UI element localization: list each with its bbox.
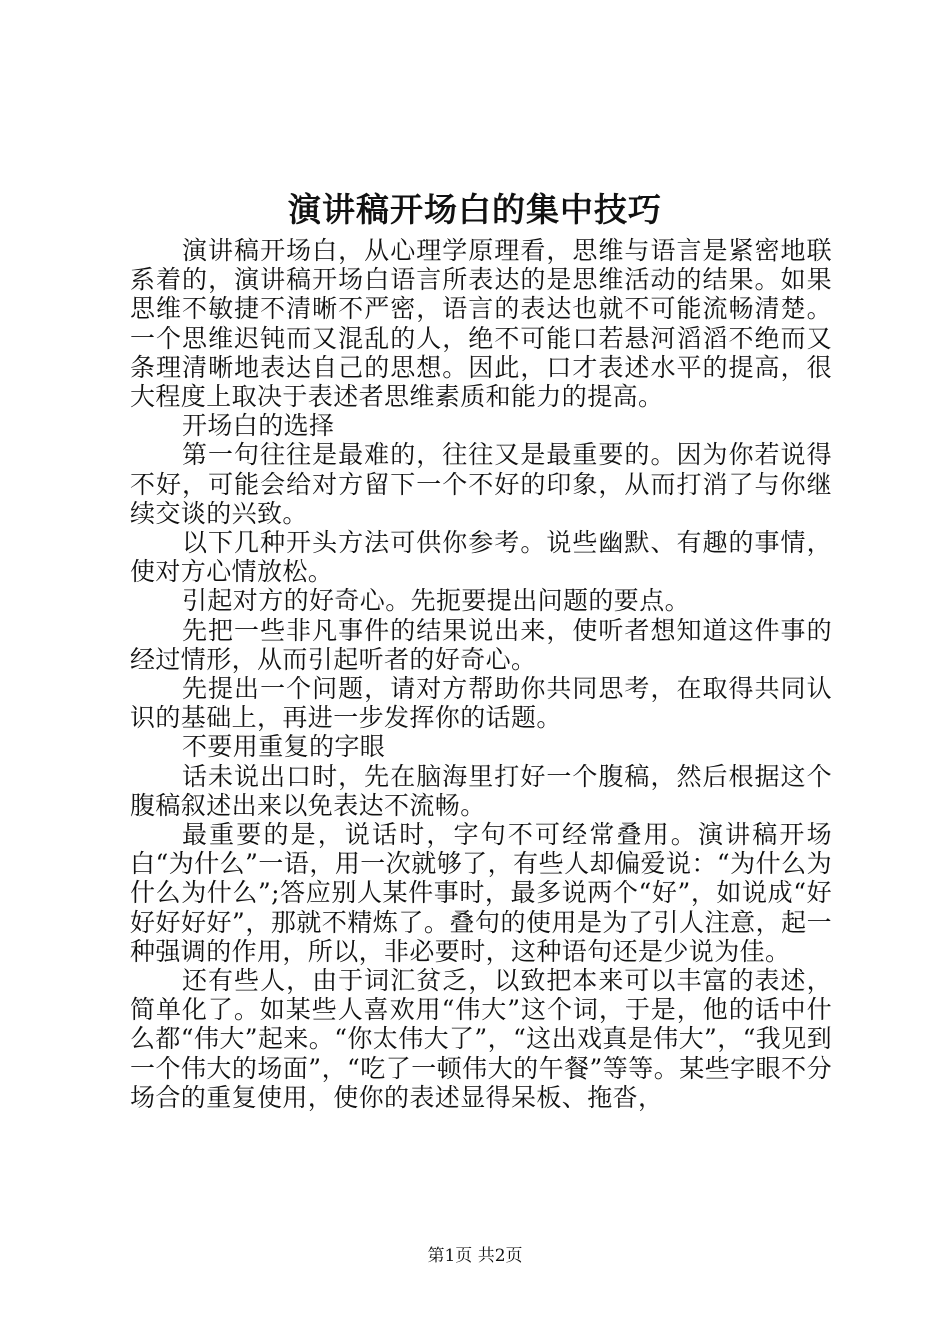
- paragraph-curiosity: 引起对方的好奇心。先扼要提出问题的要点。: [182, 586, 691, 616]
- page-number-footer: 第1页 共2页: [427, 1246, 523, 1266]
- document-body: [130, 236, 832, 1112]
- paragraph-first-sentence: 第一句往往是最难的，往往又是最重要的。因为你若说得不好，可能会给对方留下一个不好的印象，从而打消了与你继续交谈的兴致。: [130, 440, 832, 528]
- paragraph-question-first: 先提出一个问题，请对方帮助你共同思考，在取得共同认识的基础上，再进一步发挥你的话题。: [130, 674, 832, 733]
- paragraph-draft: 话未说出口时，先在脑海里打好一个腹稿，然后根据这个腹稿叙述出来以免表达不流畅。: [130, 761, 832, 820]
- paragraph-methods: 以下几种开头方法可供你参考。说些幽默、有趣的事情，使对方心情放松。: [130, 528, 832, 587]
- paragraph-intro: 演讲稿开场白，从心理学原理看，思维与语言是紧密地联系着的，演讲稿开场白语言所表达的是思维活动的结果。如果思维不敏捷不清晰不严密，语言的表达也就不可能流畅清楚。一个思维迟钝而又混乱的人，绝不可能口若悬河滔滔不绝而又条理清晰地表达自己的思想。因此，口才表述水平的提高，很大程度上取决于表述者思维素质和能力的提高。: [130, 236, 832, 412]
- paragraph-vocabulary: 还有些人，由于词汇贫乏，以致把本来可以丰富的表述，简单化了。如某些人喜欢用“伟大”这个词，于是，他的话中什么都“伟大”起来。“你太伟大了”，“这出戏真是伟大”，“我见到一个伟大的场面”，“吃了一顿伟大的午餐”等等。某些字眼不分场合的重复使用，使你的表述显得呆板、拖沓，: [130, 966, 832, 1112]
- section-heading-no-repetition: 不要用重复的字眼: [182, 732, 386, 762]
- paragraph-result-first: 先把一些非凡事件的结果说出来，使听者想知道这件事的经过情形，从而引起听者的好奇心。: [130, 615, 832, 674]
- section-heading-opening-choice: 开场白的选择: [182, 411, 335, 441]
- paragraph-no-repeat-words: 最重要的是，说话时，字句不可经常叠用。演讲稿开场白“为什么”一语，用一次就够了，有些人却偏爱说：“为什么为什么为什么”;答应别人某件事时，最多说两个“好”，如说成“好好好好好”，那就不精炼了。叠句的使用是为了引人注意，起一种强调的作用，所以，非必要时，这种语句还是少说为佳。: [130, 820, 832, 966]
- document-title: 演讲稿开场白的集中技巧: [288, 190, 662, 229]
